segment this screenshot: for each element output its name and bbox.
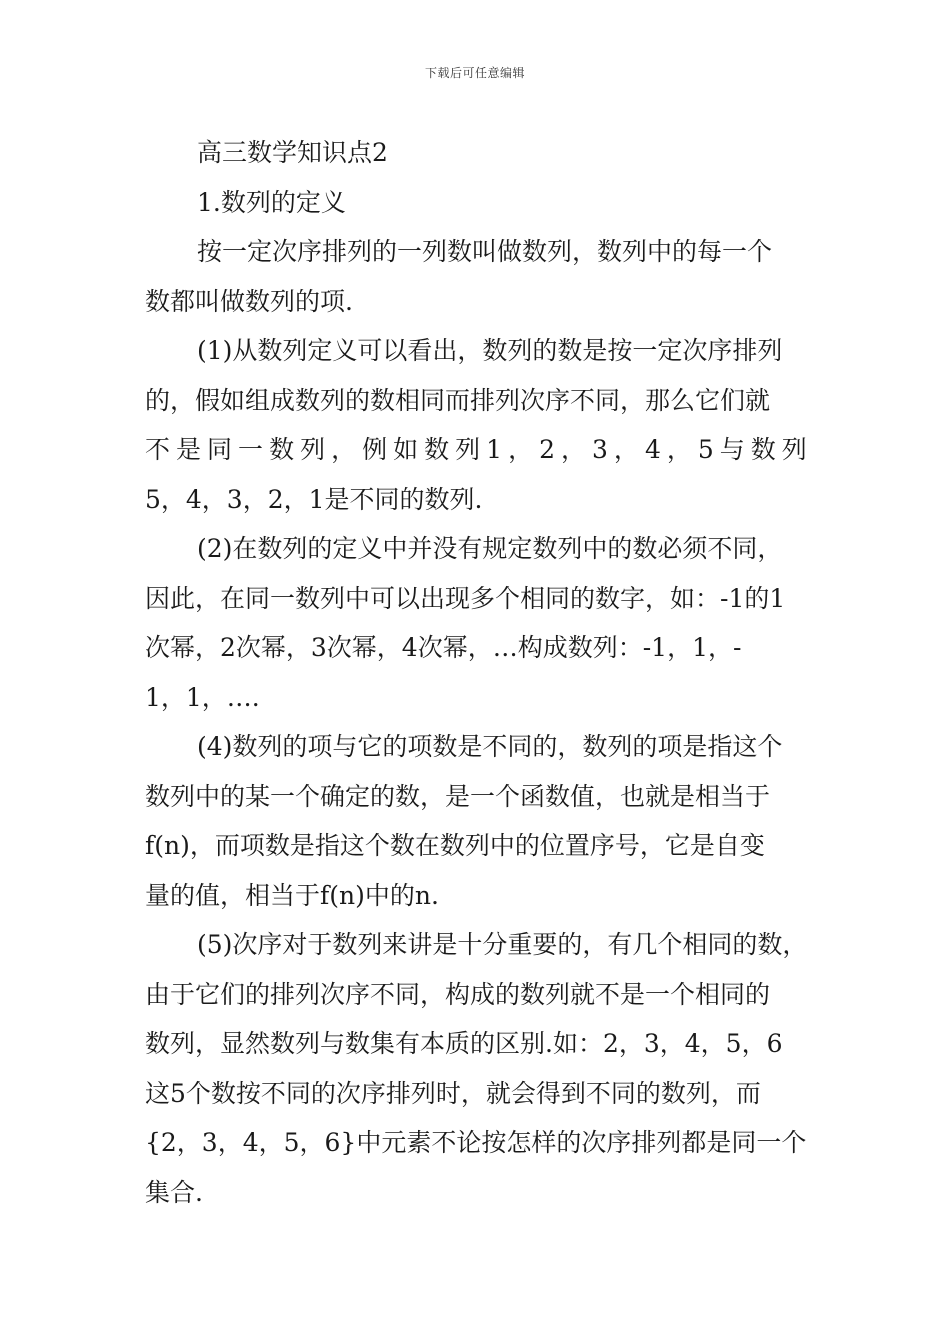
char: ， bbox=[561, 435, 587, 464]
char: ， bbox=[508, 435, 534, 464]
paragraph-5-line-2: 由于它们的排列次序不同，构成的数列就不是一个相同的 bbox=[145, 979, 771, 1009]
paragraph-2-line-3: 次幂，2次幂，3次幂，4次幂，…构成数列：-1，1，- bbox=[145, 633, 742, 662]
char: 如 bbox=[393, 435, 419, 464]
paragraph-1-line-2: 的，假如组成数列的数相同而排列次序不同，那么它们就 bbox=[145, 385, 771, 415]
paragraph-1-line-1: (1)从数列定义可以看出，数列的数是按一定次序排列 bbox=[197, 336, 783, 365]
char: 是 bbox=[176, 435, 202, 464]
paragraph-4-line-3: f(n)，而项数是指这个数在数列中的位置序号，它是自变 bbox=[145, 831, 765, 860]
paragraph-definition-line-1: 按一定次序排列的一列数叫做数列，数列中的每一个 bbox=[197, 237, 773, 266]
char: 2 bbox=[539, 435, 555, 464]
char: 4 bbox=[644, 435, 661, 464]
paragraph-5-line-1: (5)次序对于数列来讲是十分重要的，有几个相同的数， bbox=[197, 930, 808, 959]
char: 例 bbox=[362, 435, 388, 464]
paragraph-5-line-3: 数列，显然数列与数集有本质的区别.如：2，3，4，5，6 bbox=[145, 1029, 783, 1058]
char: ， bbox=[613, 435, 639, 464]
char: 一 bbox=[238, 435, 264, 464]
char: 不 bbox=[145, 435, 171, 464]
paragraph-5-line-6: 集合. bbox=[145, 1177, 203, 1207]
char: 5 bbox=[697, 435, 714, 464]
paragraph-2-line-2: 因此，在同一数列中可以出现多个相同的数字，如：-1的1 bbox=[145, 583, 786, 613]
char: ， bbox=[331, 435, 357, 464]
paragraph-1-line-3 bbox=[145, 425, 807, 475]
char: 列 bbox=[455, 435, 481, 464]
paragraph-5-line-4: 这5个数按不同的次序排列时，就会得到不同的数列，而 bbox=[145, 1078, 761, 1108]
char: 列 bbox=[781, 435, 807, 464]
char: 与 bbox=[719, 435, 745, 464]
paragraph-2-line-4: 1，1，…. bbox=[145, 682, 260, 712]
char: 同 bbox=[207, 435, 233, 464]
document-title: 高三数学知识点2 bbox=[197, 138, 388, 167]
char: 数 bbox=[424, 435, 450, 464]
paragraph-definition-line-2: 数都叫做数列的项. bbox=[145, 286, 353, 316]
document-body bbox=[145, 128, 807, 1217]
paragraph-4-line-2: 数列中的某一个确定的数，是一个函数值，也就是相当于 bbox=[145, 781, 771, 811]
paragraph-5-line-5: {2，3，4，5，6}中元素不论按怎样的次序排列都是同一个 bbox=[145, 1128, 807, 1157]
paragraph-4-line-4: 量的值，相当于f(n)中的n. bbox=[145, 880, 439, 910]
char: 数 bbox=[750, 435, 776, 464]
page-header-note: 下载后可任意编辑 bbox=[424, 66, 525, 80]
char: 1 bbox=[486, 435, 503, 464]
char: 3 bbox=[592, 435, 608, 464]
char: 数 bbox=[269, 435, 295, 464]
paragraph-1-line-4: 5，4，3，2，1是不同的数列. bbox=[145, 484, 483, 514]
char: ， bbox=[666, 435, 692, 464]
paragraph-4-line-1: (4)数列的项与它的项数是不同的，数列的项是指这个 bbox=[197, 732, 783, 761]
paragraph-2-line-1: (2)在数列的定义中并没有规定数列中的数必须不同， bbox=[197, 534, 783, 563]
char: 列 bbox=[300, 435, 326, 464]
section-heading: 1.数列的定义 bbox=[197, 187, 346, 217]
